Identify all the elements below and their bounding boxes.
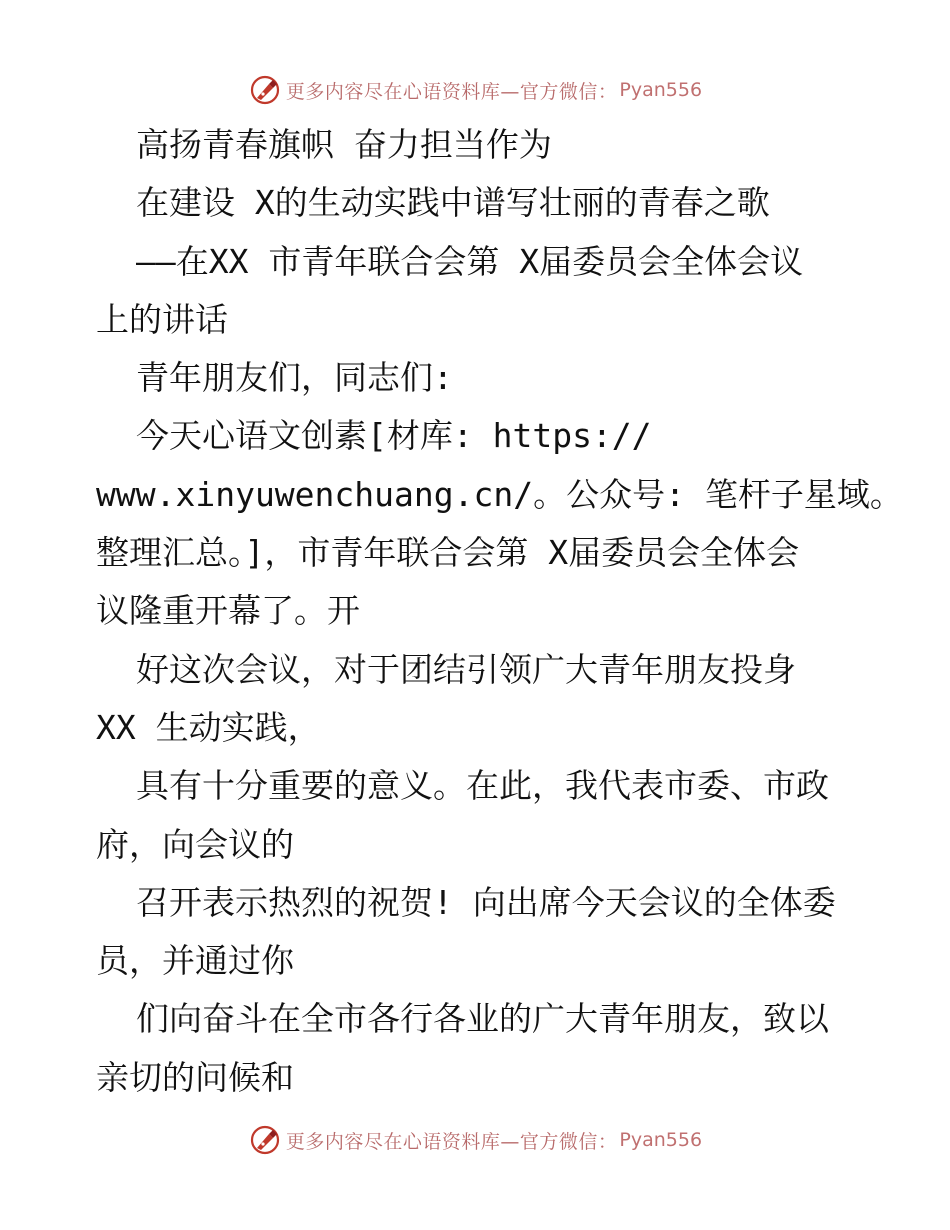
header-banner (0, 70, 950, 110)
body-text-line: 高扬青春旗帜 奋力担当作为 (136, 125, 552, 164)
header-banner-text: 更多内容尽在心语资料库—官方微信： (285, 80, 618, 103)
footer-wechat-id: Pyan556 (619, 1129, 703, 1151)
body-text-line: XX 生动实践， (96, 707, 321, 747)
body-text-line: 青年朋友们，同志们: (136, 358, 453, 398)
body-text-line: 府，向会议的 (96, 824, 294, 864)
body-text-line: 具有十分重要的意义。在此，我代表市委、市政 (136, 766, 829, 806)
footer-banner (0, 1120, 950, 1160)
pen-nib-logo-icon (248, 73, 282, 107)
body-text-line: 召开表示热烈的祝贺! 向出席今天会议的全体委 (136, 882, 836, 922)
header-wechat-id: Pyan556 (619, 79, 703, 101)
body-text-line: 亲切的问候和 (96, 1057, 294, 1097)
body-text-line: 上的讲话 (96, 299, 228, 339)
body-text-line: 今天心语文创素[材库: https:// (136, 416, 652, 456)
body-text-line: 好这次会议，对于团结引领广大青年朋友投身 (136, 649, 796, 689)
body-text-line: www.xinyuwenchuang.cn/。公众号: 笔杆子星域。 (96, 474, 903, 514)
body-text-line: 议隆重开幕了。开 (96, 591, 360, 631)
body-text-line: 们向奋斗在全市各行各业的广大青年朋友，致以 (136, 999, 829, 1039)
body-text-line: 在建设 X的生动实践中谱写壮丽的青春之歌 (136, 183, 770, 223)
body-text-line: 整理汇总。]，市青年联合会第 X届委员会全体会 (96, 533, 800, 573)
footer-banner-text: 更多内容尽在心语资料库—官方微信： (285, 1130, 618, 1153)
body-text-line: 员，并通过你 (96, 941, 294, 981)
document-body (96, 116, 903, 1107)
pen-nib-logo-icon (248, 1123, 282, 1157)
body-text-line: ——在XX 市青年联合会第 X届委员会全体会议 (136, 241, 804, 281)
